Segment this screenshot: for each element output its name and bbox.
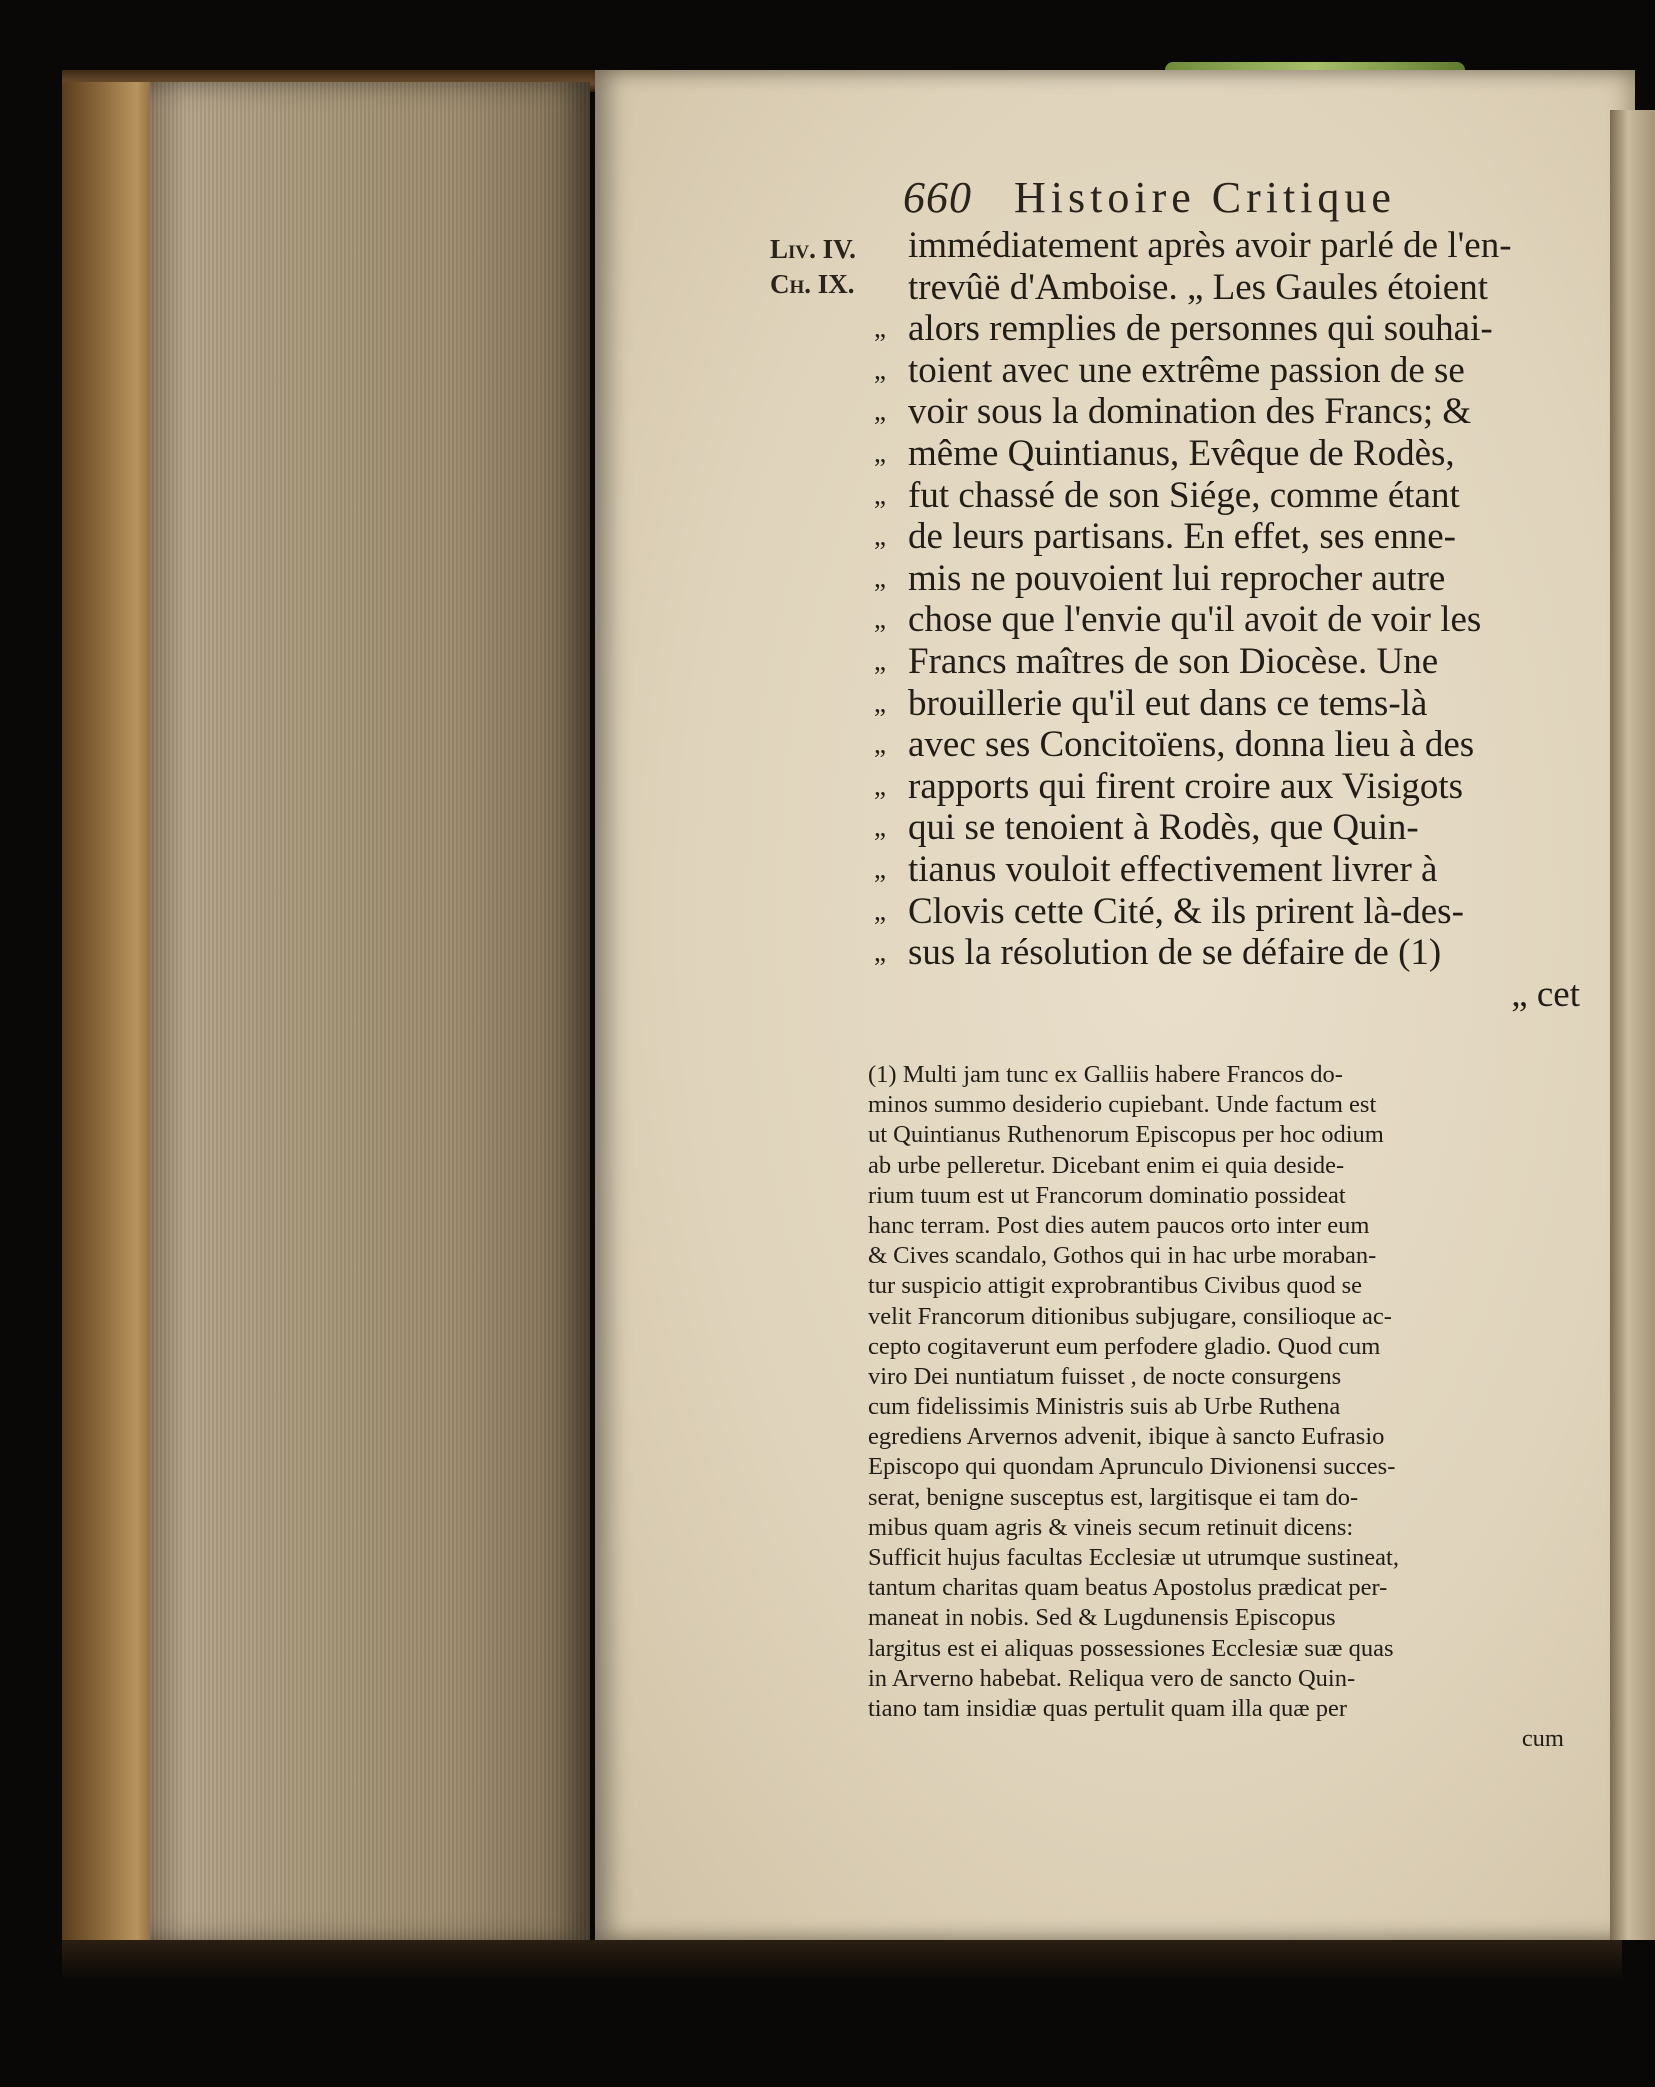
footnote-line: rium tuum est ut Francorum dominatio possideat bbox=[868, 1181, 1346, 1209]
text-line bbox=[874, 516, 1580, 558]
quote-mark: „ bbox=[874, 895, 886, 926]
text-line bbox=[874, 391, 1580, 433]
line-text: Francs maîtres de son Diocèse. Une bbox=[908, 640, 1439, 682]
footnote-line: velit Francorum ditionibus subjugare, consilioque ac- bbox=[868, 1302, 1392, 1330]
quote-mark: „ bbox=[874, 313, 886, 344]
footnote-line: serat, benigne susceptus est, largitisque ei tam do- bbox=[868, 1483, 1359, 1511]
quote-mark: „ bbox=[874, 479, 886, 510]
footnote-line: Episcopo qui quondam Aprunculo Divionensi succes- bbox=[868, 1453, 1396, 1481]
text-line bbox=[874, 308, 1580, 350]
line-text: tianus vouloit effectivement livrer à bbox=[908, 848, 1438, 890]
page-number: 660 bbox=[903, 173, 972, 222]
quote-mark: „ bbox=[874, 812, 886, 843]
quote-mark: „ bbox=[874, 687, 886, 718]
footnote-line: (1) Multi jam tunc ex Galliis habere Francos do- bbox=[868, 1061, 1343, 1088]
text-line bbox=[874, 682, 1580, 725]
footnote-catchword: cum bbox=[1521, 1725, 1564, 1753]
text-line bbox=[874, 765, 1580, 808]
line-text: Clovis cette Cité, & ils prirent là-des- bbox=[908, 890, 1464, 932]
line-text: mis ne pouvoient lui reprocher autre bbox=[908, 557, 1446, 599]
quote-mark: „ bbox=[874, 853, 886, 884]
running-title: Histoire Critique bbox=[1014, 173, 1396, 222]
footnote-line: Sufficit hujus facultas Ecclesiæ ut utrumque sustineat, bbox=[868, 1544, 1399, 1571]
book-cover-edge bbox=[62, 82, 162, 1952]
footnote-line: egrediens Arvernos advenit, ibique à sancto Eufrasio bbox=[868, 1423, 1385, 1451]
margin-reference bbox=[770, 232, 906, 302]
quote-mark: „ bbox=[874, 354, 886, 385]
quote-mark: „ bbox=[874, 937, 886, 968]
text-line bbox=[874, 724, 1580, 766]
footnote-line: ab urbe pelleretur. Dicebant enim ei quia deside- bbox=[868, 1151, 1345, 1179]
footnote-line: tiano tam insidiæ quas pertulit quam illa quæ per bbox=[868, 1694, 1348, 1722]
text-line bbox=[874, 557, 1580, 600]
footnote-line: cepto cogitaverunt eum perfodere gladio. Quod cum bbox=[868, 1332, 1381, 1360]
line-text: rapports qui firent croire aux Visigots bbox=[908, 765, 1464, 807]
footnote-line: largitus est ei aliquas possessiones Ecclesiæ suæ quas bbox=[868, 1634, 1394, 1662]
line-text: de leurs partisans. En effet, ses enne- bbox=[908, 516, 1456, 558]
text-line bbox=[874, 474, 1580, 517]
quote-mark: „ bbox=[874, 645, 886, 676]
footnote-line: mibus quam agris & vineis secum retinuit dicens: bbox=[868, 1513, 1354, 1541]
quote-mark: „ bbox=[874, 562, 886, 593]
text-line bbox=[874, 349, 1580, 392]
footnote-line: cum fidelissimis Ministris suis ab Urbe Ruthena bbox=[868, 1393, 1341, 1421]
quote-mark: „ bbox=[874, 770, 886, 801]
text-line bbox=[908, 267, 1580, 309]
footnote-line: maneat in nobis. Sed & Lugdunensis Episcopus bbox=[868, 1604, 1336, 1632]
footnote-line: hanc terram. Post dies autem paucos orto inter eum bbox=[868, 1211, 1370, 1239]
line-text: avec ses Concitoïens, donna lieu à des bbox=[908, 724, 1475, 766]
quote-mark: „ bbox=[874, 521, 886, 552]
main-text-block bbox=[874, 225, 1580, 1015]
book-bottom-shadow bbox=[62, 1940, 1622, 1980]
footnote-line: tur suspicio attigit exprobrantibus Civibus quod se bbox=[868, 1272, 1363, 1300]
text-line bbox=[874, 848, 1580, 891]
text-line bbox=[874, 932, 1580, 974]
margin-book-ref: Liv. IV. bbox=[770, 234, 856, 264]
line-text: brouillerie qu'il eut dans ce tems-là bbox=[908, 682, 1428, 724]
footnote-line: minos summo desiderio cupiebant. Unde factum est bbox=[868, 1091, 1377, 1119]
running-header bbox=[903, 172, 1523, 232]
facing-page-edge bbox=[1610, 110, 1655, 1940]
line-text: trevûë d'Amboise. „ Les Gaules étoient bbox=[908, 266, 1488, 308]
catchword: „ cet bbox=[1511, 973, 1580, 1015]
line-text: même Quintianus, Evêque de Rodès, bbox=[908, 432, 1455, 474]
line-text: chose que l'envie qu'il avoit de voir les bbox=[908, 599, 1482, 641]
line-text: qui se tenoient à Rodès, que Quin- bbox=[908, 807, 1419, 849]
line-text: sus la résolution de se défaire de (1) bbox=[908, 932, 1442, 974]
footnote-line: viro Dei nuntiatum fuisset , de nocte consurgens bbox=[868, 1362, 1342, 1390]
text-line bbox=[874, 432, 1580, 475]
line-text: voir sous la domination des Francs; & bbox=[908, 391, 1472, 433]
quote-mark: „ bbox=[874, 396, 886, 427]
line-text: fut chassé de son Siége, comme étant bbox=[908, 474, 1460, 516]
line-text: toient avec une extrême passion de se bbox=[908, 349, 1465, 391]
quote-mark: „ bbox=[874, 437, 886, 468]
line-text: alors remplies de personnes qui souhai- bbox=[908, 308, 1493, 350]
footnote-block bbox=[868, 1060, 1564, 1754]
footnote-line: ut Quintianus Ruthenorum Episcopus per hoc odium bbox=[868, 1121, 1384, 1149]
footnote-line: & Cives scandalo, Gothos qui in hac urbe moraban- bbox=[868, 1242, 1377, 1270]
line-text: immédiatement après avoir parlé de l'en- bbox=[908, 225, 1512, 266]
footnote-line: tantum charitas quam beatus Apostolus prædicat per- bbox=[868, 1574, 1388, 1602]
text-line bbox=[908, 225, 1580, 267]
quote-mark: „ bbox=[874, 604, 886, 635]
quote-mark: „ bbox=[874, 729, 886, 760]
text-line bbox=[874, 807, 1580, 849]
text-line bbox=[874, 890, 1580, 933]
text-line bbox=[874, 599, 1580, 641]
text-line bbox=[874, 640, 1580, 683]
page-block-fore-edge bbox=[150, 82, 590, 1942]
margin-chapter-ref: Ch. IX. bbox=[770, 269, 855, 299]
footnote-line: in Arverno habebat. Reliqua vero de sancto Quin- bbox=[868, 1664, 1356, 1692]
